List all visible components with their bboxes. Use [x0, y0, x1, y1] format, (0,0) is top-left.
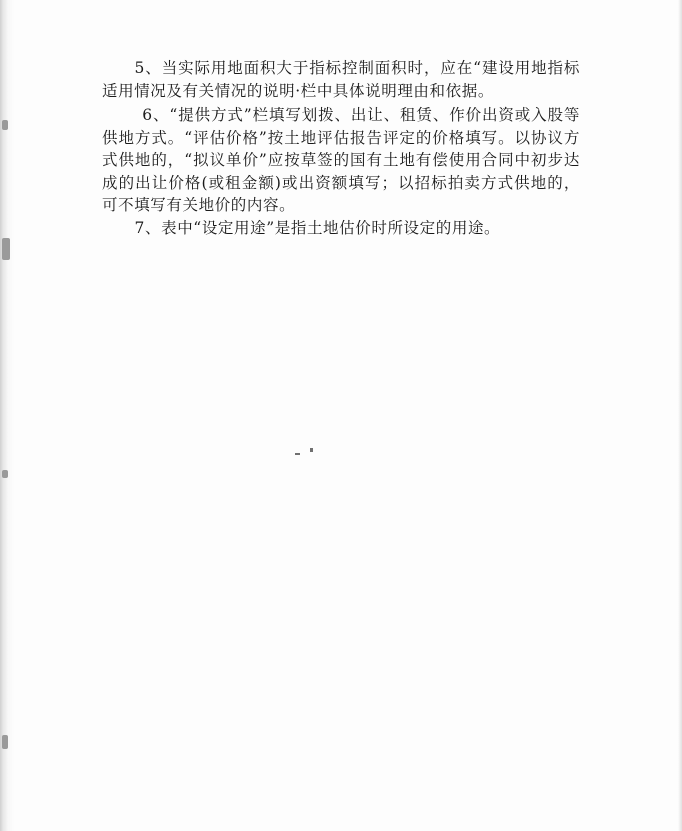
note-paragraph-7: 7、表中“设定用途”是指土地估价时所设定的用途。	[134, 218, 501, 237]
edge-mark	[2, 470, 8, 478]
edge-mark	[2, 238, 10, 260]
page-left-edge-shadow	[0, 0, 14, 831]
scan-speck	[310, 448, 313, 452]
note-paragraph-6: 6、“提供方式”栏填写划拨、出让、租赁、作价出资或入股等供地方式。“评估价格”按土地评估报告评定的价格填写。以协议方式供地的，“拟议单价”应按草签的国有土地有偿使用合同中初步达成的出让价格(或租金额)或出资额填写；以招标拍卖方式供地的，可不填写有关地价的内容。	[102, 106, 580, 214]
page-right-edge-shadow	[678, 0, 682, 831]
edge-mark	[2, 120, 8, 130]
note-paragraph-5: 5、当实际用地面积大于指标控制面积时，应在“建设用地指标适用情况及有关情况的说明·栏中具体说明理由和依据。	[102, 59, 580, 100]
scan-speck	[295, 453, 300, 455]
edge-mark	[2, 735, 8, 749]
notes-text-block	[102, 57, 580, 239]
